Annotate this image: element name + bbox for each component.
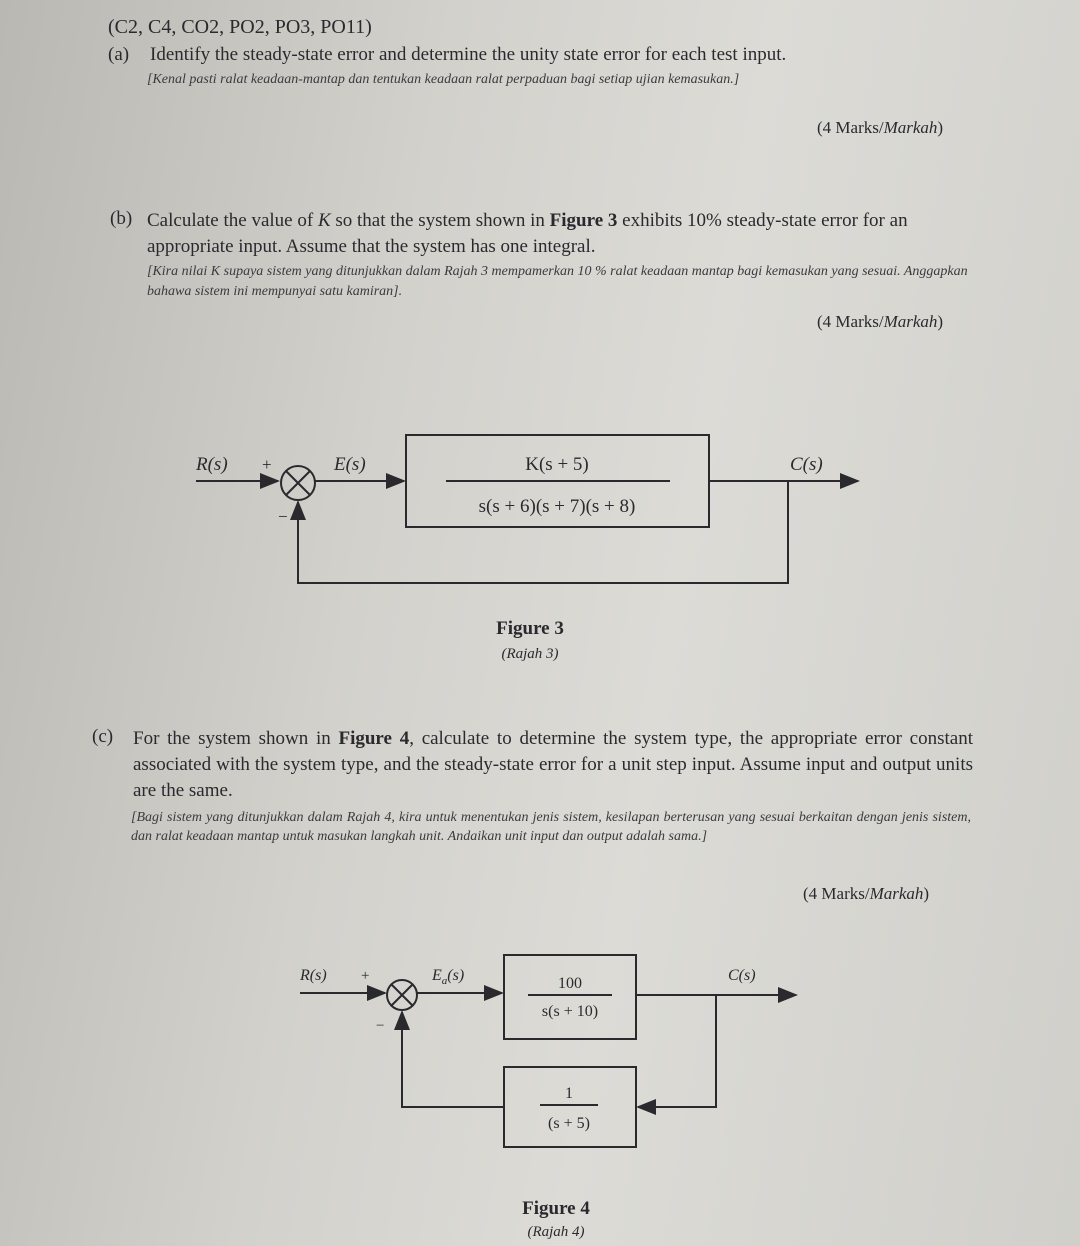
figure-3-caption: Figure 3 xyxy=(496,618,564,639)
fig4-input-label: R(s) xyxy=(300,967,327,984)
fig3-input-label: R(s) xyxy=(196,454,228,475)
fig4-feedback-block xyxy=(504,1067,636,1147)
marks-close: ) xyxy=(937,312,944,331)
question-c-malay: [Bagi sistem yang ditunjukkan dalam Rajah 4, kira untuk menentukan jenis sistem, kesilapan berterusan yang sesuai berkaitan dengan jenis sistem, dan ralat keadaan mantap untuk masukan langkah unit. Andaikan unit input dan output adalah sama.] xyxy=(131,810,971,844)
fig4-feedback-denominator: (s + 5) xyxy=(548,1115,590,1132)
question-codes: (C2, C4, CO2, PO2, PO3, PO11) xyxy=(108,16,372,38)
question-a-malay: [Kenal pasti ralat keadaan-mantap dan tentukan keadaan ralat perpaduan bagi setiap ujian kemasukan.] xyxy=(147,72,740,87)
fig4-feedback-out-line xyxy=(402,1012,504,1107)
fig4-forward-block xyxy=(504,955,636,1039)
figure-4-caption: Figure 4 xyxy=(522,1198,590,1219)
question-b-malay: [Kira nilai K supaya sistem yang ditunjukkan dalam Rajah 3 mempamerkan 10 % ralat keadaan mantap bagi kemasukan yang sesuai. Anggapkan bahawa sistem ini mempunyai satu kamiran]. xyxy=(147,264,968,299)
fig4-feedback-numerator: 1 xyxy=(565,1085,573,1102)
fig4-feedback-in-line xyxy=(638,995,716,1107)
variable-k: K xyxy=(317,210,331,231)
question-c-text-1: For the system shown in xyxy=(133,728,339,749)
fig4-forward-numerator: 100 xyxy=(558,975,582,992)
marks-label: (4 Marks/ xyxy=(817,312,884,331)
fig4-minus-sign: − xyxy=(376,1018,385,1034)
fig4-error-subscript: a xyxy=(441,975,448,987)
fig3-output-label: C(s) xyxy=(790,454,823,475)
fig4-error-label xyxy=(431,967,464,987)
question-b-text-2: so that the system shown in xyxy=(330,210,550,231)
marks-close: ) xyxy=(937,118,944,137)
fig3-error-label: E(s) xyxy=(334,454,366,475)
fig4-error-main: E xyxy=(432,967,442,984)
fig3-denominator: s(s + 6)(s + 7)(s + 8) xyxy=(478,496,636,517)
fig4-plus-sign: + xyxy=(361,968,370,984)
marks-label-malay: Markah xyxy=(883,118,938,137)
figure-3-caption-malay: (Rajah 3) xyxy=(501,646,559,662)
question-c-label: (c) xyxy=(92,726,114,747)
question-a-label: (a) xyxy=(108,44,130,65)
marks-label-malay: Markah xyxy=(883,312,938,331)
question-a-english: Identify the steady-state error and determine the unity state error for each test input. xyxy=(150,44,787,65)
question-c-text-2: , calculate to determine the system type, the appropriate error constant associated with the system type, and the steady-state error for a unit step input. Assume input and output units are the same. xyxy=(133,728,973,801)
marks-label: (4 Marks/ xyxy=(803,884,870,903)
marks-label-malay: Markah xyxy=(869,884,924,903)
figure-4-caption-malay: (Rajah 4) xyxy=(527,1224,585,1240)
marks-label: (4 Marks/ xyxy=(817,118,884,137)
fig3-plus-sign: + xyxy=(262,455,272,474)
marks-close: ) xyxy=(923,884,930,903)
question-b-label: (b) xyxy=(110,208,133,229)
question-b-text-1: Calculate the value of xyxy=(147,210,318,231)
fig3-numerator: K(s + 5) xyxy=(525,454,589,475)
fig4-forward-denominator: s(s + 10) xyxy=(541,1003,599,1020)
fig4-output-label: C(s) xyxy=(728,967,756,984)
question-b-text-3: exhibits 10% steady-state error for an appropriate input. Assume that the system has one integral. xyxy=(147,210,908,257)
figure-3-reference: Figure 3 xyxy=(549,210,618,231)
fig3-minus-sign: − xyxy=(278,507,288,526)
figure-4-reference: Figure 4 xyxy=(338,728,410,749)
fig4-error-arg: (s) xyxy=(447,967,465,984)
